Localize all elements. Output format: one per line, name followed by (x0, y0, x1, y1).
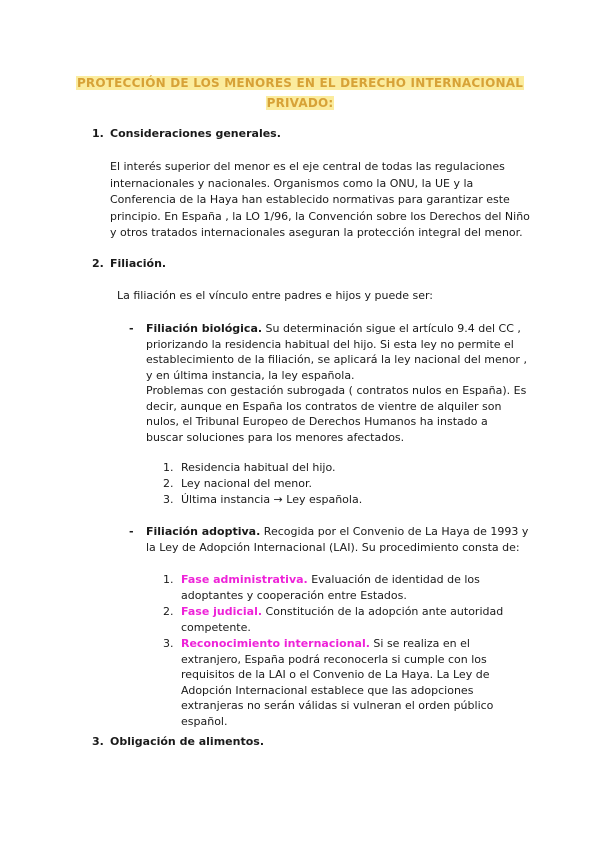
adoptiva-list-item-1 (181, 572, 526, 603)
bullet-adoptiva (146, 524, 531, 555)
section-3-number: 3. (92, 735, 104, 748)
bullet-biologica-extra: Problemas con gestación subrogada ( contratos nulos en España). Es decir, aunque en España los contratos de vientre de alquiler son nulos, el Tribunal Europeo de Derechos Humanos ha instado a buscar soluciones para los menores afectados. (146, 384, 527, 444)
biologica-list-num-3: 3. (163, 493, 174, 506)
adoptiva-list-item-3 (181, 636, 526, 729)
section-3-heading: Obligación de alimentos. (110, 735, 264, 748)
adoptiva-phase-text-2: Constitución de la adopción ante autoridad competente. (181, 605, 504, 634)
biologica-list-num-2: 2. (163, 477, 174, 490)
title-line-2: PRIVADO: (266, 96, 334, 110)
adoptiva-list-num-1: 1. (163, 573, 174, 586)
document-title (60, 73, 540, 113)
bullet-dash-adoptiva: - (129, 525, 134, 538)
adoptiva-phase-label-1: Fase administrativa. (181, 573, 308, 586)
section-2-number: 2. (92, 257, 104, 270)
adoptiva-phase-text-1: Evaluación de identidad de los adoptantes y cooperación entre Estados. (181, 573, 480, 602)
biologica-list-item-1: Residencia habitual del hijo. (181, 461, 336, 474)
section-2-heading: Filiación. (110, 257, 167, 270)
biologica-list-item-2: Ley nacional del menor. (181, 477, 313, 490)
section-2-intro: La filiación es el vínculo entre padres e hijos y puede ser: (117, 289, 433, 302)
adoptiva-list-item-2 (181, 604, 526, 635)
biologica-list-num-1: 1. (163, 461, 174, 474)
section-1-heading: Consideraciones generales. (110, 127, 281, 140)
bullet-biologica (146, 321, 528, 445)
bullet-biologica-term: Filiación biológica. (146, 322, 263, 335)
title-line-1: PROTECCIÓN DE LOS MENORES EN EL DERECHO INTERNACIONAL (76, 76, 524, 90)
adoptiva-phase-label-3: Reconocimiento internacional. (181, 637, 370, 650)
section-1-paragraph: El interés superior del menor es el eje central de todas las regulaciones internacionales y nacionales. Organismos como la ONU, la UE y la Conferencia de la Haya han establecido normativas para garantizar este principio. En España , la LO 1/96, la Convención sobre los Derechos del Niño y otros tratados internacionales aseguran la protección integral del menor. (110, 160, 530, 239)
bullet-biologica-text: Su determinación sigue el artículo 9.4 del CC , priorizando la residencia habitual del hijo. Si esta ley no permite el establecimiento de la filiación, se aplicará la ley nacional del menor , y en última instancia, la ley española. (146, 322, 527, 382)
section-1-number: 1. (92, 127, 104, 140)
adoptiva-list-num-3: 3. (163, 637, 174, 650)
adoptiva-phase-label-2: Fase judicial. (181, 605, 263, 618)
biologica-list-item-3: Última instancia → Ley española. (181, 493, 363, 506)
bullet-adoptiva-term: Filiación adoptiva. (146, 525, 261, 538)
adoptiva-phase-text-3: Si se realiza en el extranjero, España podrá reconocerla si cumple con los requisitos de la LAI o el Convenio de La Haya. La Ley de Adopción Internacional establece que las adopciones extranjeras no serán válidas si vulneran el orden público español. (181, 637, 494, 728)
bullet-adoptiva-text: Recogida por el Convenio de La Haya de 1993 y la Ley de Adopción Internacional (LAI). Su procedimiento consta de: (146, 525, 529, 554)
adoptiva-list-num-2: 2. (163, 605, 174, 618)
bullet-dash-biologica: - (129, 322, 134, 335)
